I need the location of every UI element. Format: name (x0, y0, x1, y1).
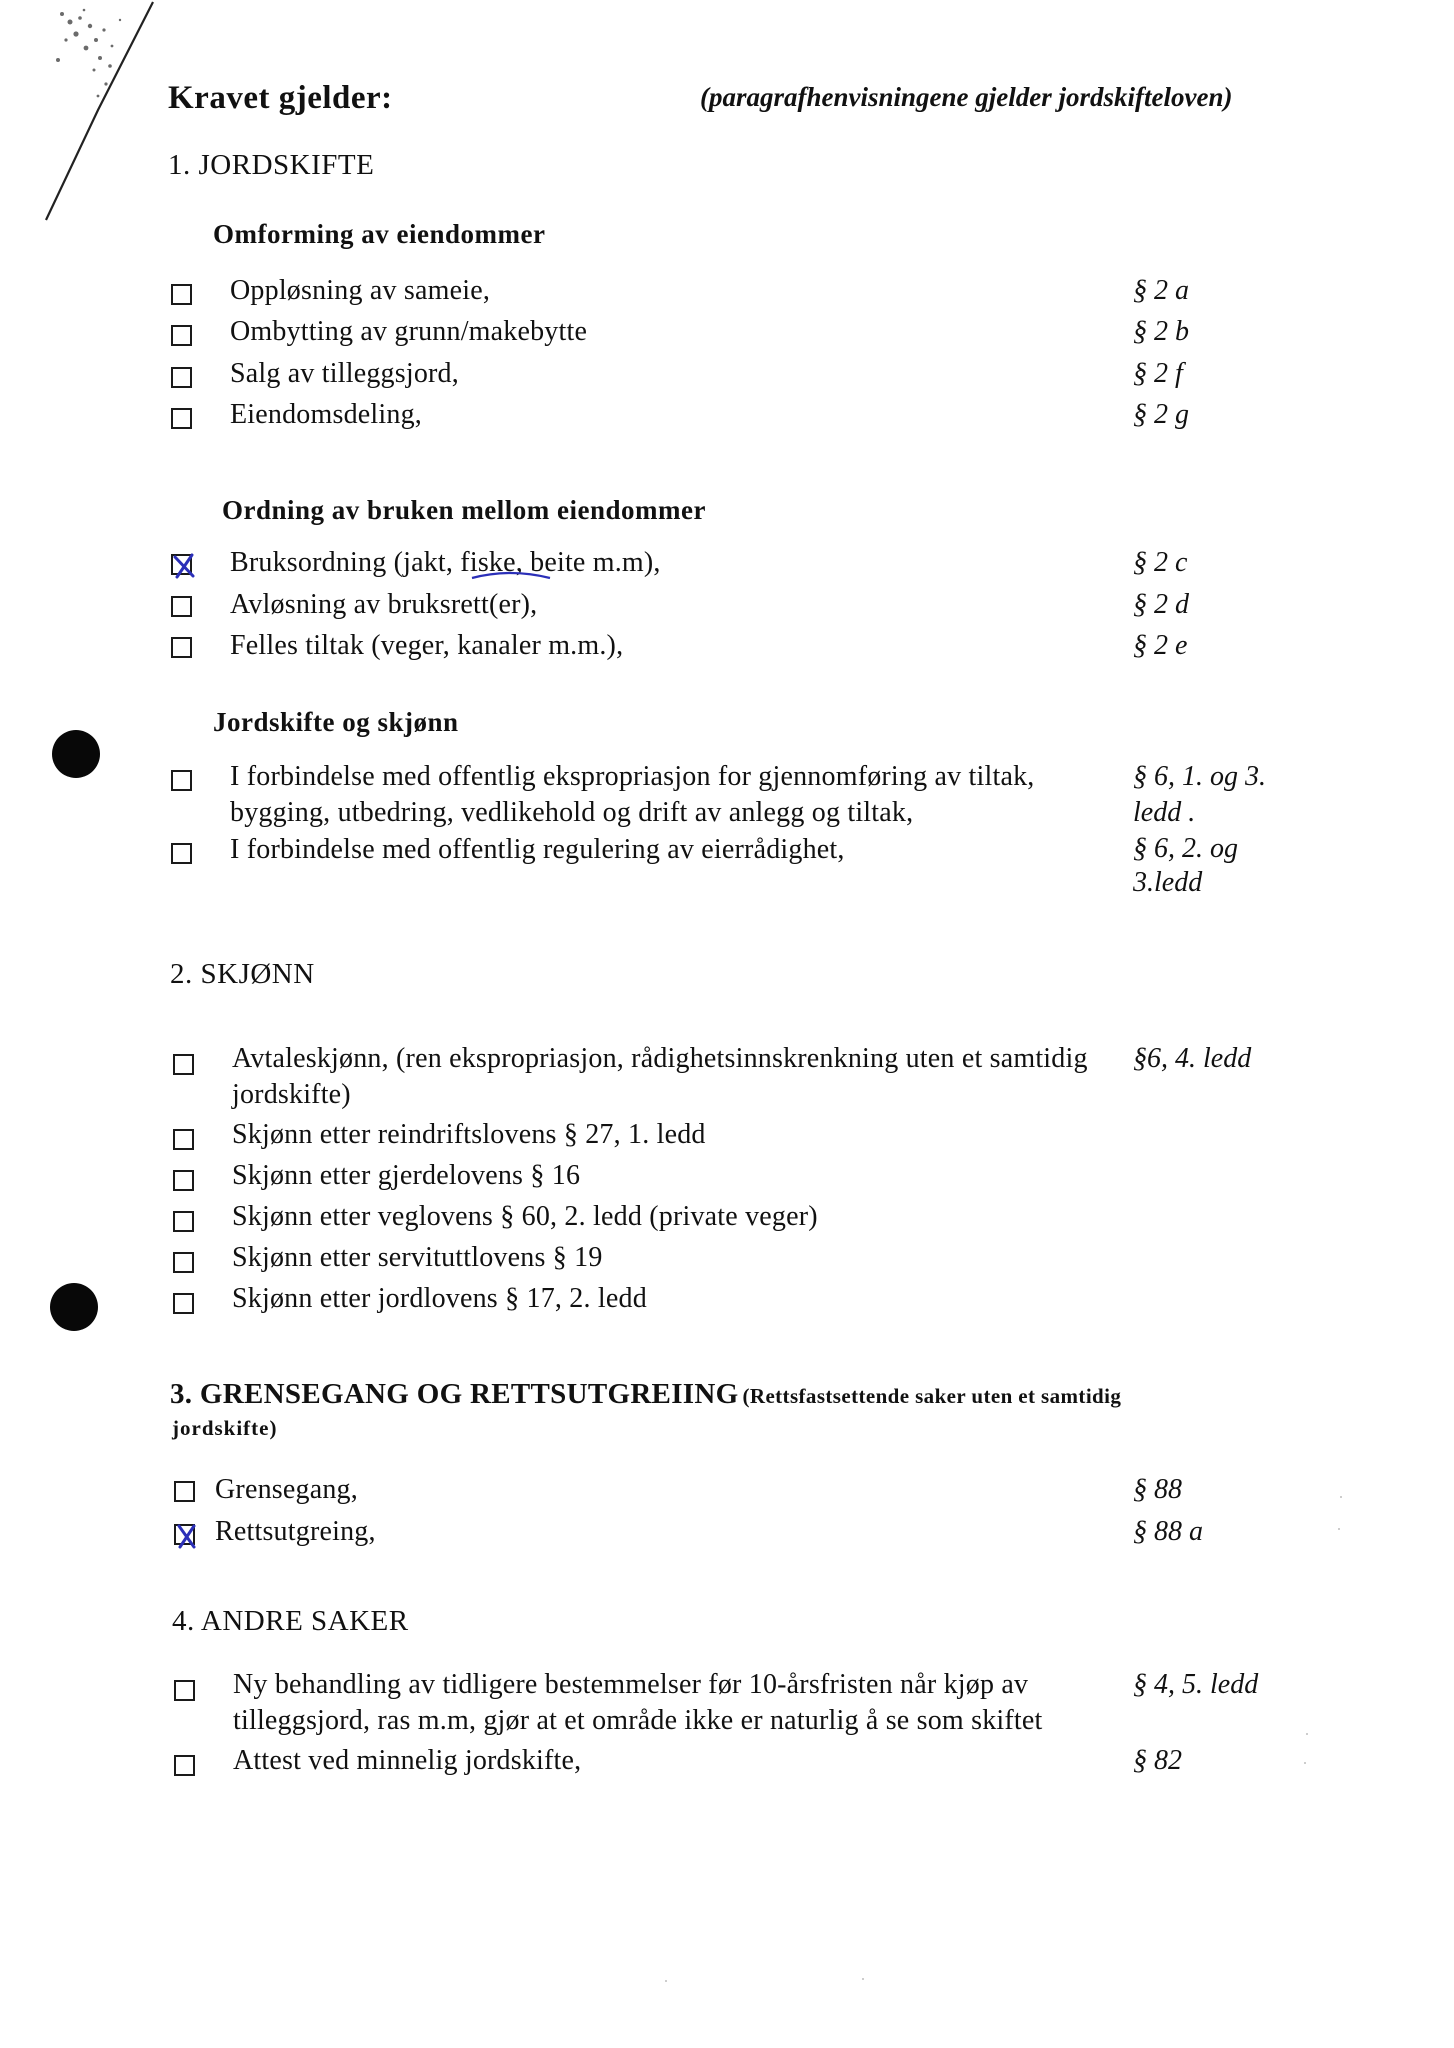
scan-speck (1340, 1496, 1342, 1498)
item-label: Attest ved minnelig jordskifte, (233, 1745, 582, 1776)
item-label: Skjønn etter veglovens § 60, 2. ledd (private veger) (232, 1201, 818, 1232)
item-label: Ombytting av grunn/makebytte (230, 316, 588, 347)
checkbox-gjerdeloven[interactable] (173, 1170, 194, 1191)
punch-hole-top (52, 730, 100, 778)
item-reference: § 2 d (1133, 589, 1189, 620)
scan-speck (1338, 1528, 1340, 1530)
checkbox-ny-behandling[interactable] (174, 1680, 195, 1701)
item-reference: § 2 a (1133, 275, 1189, 306)
checkbox-regulering-eierradighet[interactable] (171, 843, 192, 864)
subsection-jordskifte-og-skjonn: Jordskifte og skjønn (213, 707, 459, 737)
section-3-heading (170, 1378, 1121, 1411)
checkbox-avlosning-bruksrett[interactable] (171, 596, 192, 617)
scan-speck (665, 1980, 667, 1982)
section-3-note-continued: jordskifte) (172, 1416, 278, 1440)
checkbox-rettsutgreing[interactable] (174, 1524, 195, 1545)
scan-speck (1304, 1762, 1306, 1764)
item-label: Skjønn etter gjerdelovens § 16 (232, 1160, 581, 1191)
item-label: Ny behandling av tidligere bestemmelser før 10-årsfristen når kjøp av tilleggsjord, ras m.m, gjør at et område ikke er naturlig å se som skiftet (233, 1669, 1043, 1736)
checkbox-makebytte[interactable] (171, 325, 192, 346)
scan-speck (1306, 1733, 1308, 1735)
checkbox-reindriftsloven[interactable] (173, 1129, 194, 1150)
item-label: Skjønn etter reindriftslovens § 27, 1. ledd (232, 1119, 706, 1150)
checkbox-vegloven[interactable] (173, 1211, 194, 1232)
section-1-heading: 1. JORDSKIFTE (168, 149, 375, 181)
item-label: Bruksordning (jakt, fiske, beite m.m), (230, 547, 661, 578)
checkbox-avtaleskjonn[interactable] (173, 1054, 194, 1075)
item-label: Eiendomsdeling, (230, 399, 422, 430)
scan-corner-smudge (0, 0, 170, 240)
checkbox-eiendomsdeling[interactable] (171, 408, 192, 429)
item-label: Salg av tilleggsjord, (230, 358, 459, 389)
section-2-heading: 2. SKJØNN (170, 958, 315, 990)
item-label: I forbindelse med offentlig regulering av eierrådighet, (230, 834, 845, 865)
checkbox-servituttloven[interactable] (173, 1252, 194, 1273)
section-3-title: 3. GRENSEGANG OG RETTSUTGREIING (170, 1378, 739, 1410)
punch-hole-bottom (50, 1283, 98, 1331)
item-label: Avtaleskjønn, (ren ekspropriasjon, rådighetsinnskrenkning uten et samtidig jordskifte) (232, 1043, 1088, 1110)
item-reference: § 2 g (1133, 399, 1189, 430)
item-reference: § 6, 1. og 3. ledd . (1133, 761, 1266, 828)
item-label: Oppløsning av sameie, (230, 275, 491, 306)
subsection-omforming: Omforming av eiendommer (213, 219, 546, 249)
checkbox-grensegang[interactable] (174, 1481, 195, 1502)
legal-reference-note: (paragrafhenvisningene gjelder jordskifteloven) (700, 82, 1233, 112)
checkbox-opplosning-sameie[interactable] (171, 284, 192, 305)
item-reference: § 2 e (1133, 630, 1188, 661)
item-reference: § 6, 2. og 3.ledd (1133, 833, 1238, 898)
item-reference: § 88 (1133, 1474, 1182, 1505)
item-label: I forbindelse med offentlig ekspropriasjon for gjennomføring av tiltak, bygging, utbedring, vedlikehold og drift av anlegg og tiltak, (230, 761, 1035, 828)
item-label: Avløsning av bruksrett(er), (230, 589, 538, 620)
item-label: Felles tiltak (veger, kanaler m.m.), (230, 630, 624, 661)
item-label: Grensegang, (215, 1474, 358, 1505)
item-reference: § 2 f (1133, 358, 1183, 389)
item-label: Rettsutgreing, (215, 1516, 376, 1547)
form-title: Kravet gjelder: (168, 80, 393, 116)
item-reference: § 82 (1133, 1745, 1182, 1776)
section-4-heading: 4. ANDRE SAKER (172, 1605, 409, 1637)
checkbox-attest-minnelig[interactable] (174, 1755, 195, 1776)
item-reference: § 2 b (1133, 316, 1189, 347)
subsection-ordning: Ordning av bruken mellom eiendommer (222, 495, 706, 525)
item-reference: § 4, 5. ledd (1133, 1669, 1259, 1700)
scan-speck (862, 1978, 864, 1980)
handwritten-underline (470, 566, 554, 582)
item-reference: § 88 a (1133, 1516, 1203, 1547)
item-label: Skjønn etter jordlovens § 17, 2. ledd (232, 1283, 647, 1314)
item-label: Skjønn etter servituttlovens § 19 (232, 1242, 603, 1273)
checkbox-ekspropriasjon[interactable] (171, 770, 192, 791)
item-reference: §6, 4. ledd (1133, 1043, 1252, 1074)
checkbox-felles-tiltak[interactable] (171, 637, 192, 658)
item-reference: § 2 c (1133, 547, 1188, 578)
checkbox-salg-tilleggsjord[interactable] (171, 367, 192, 388)
checkbox-jordloven[interactable] (173, 1293, 194, 1314)
section-3-note: (Rettsfastsettende saker uten et samtidig (742, 1384, 1122, 1408)
checkbox-bruksordning[interactable] (171, 554, 192, 575)
